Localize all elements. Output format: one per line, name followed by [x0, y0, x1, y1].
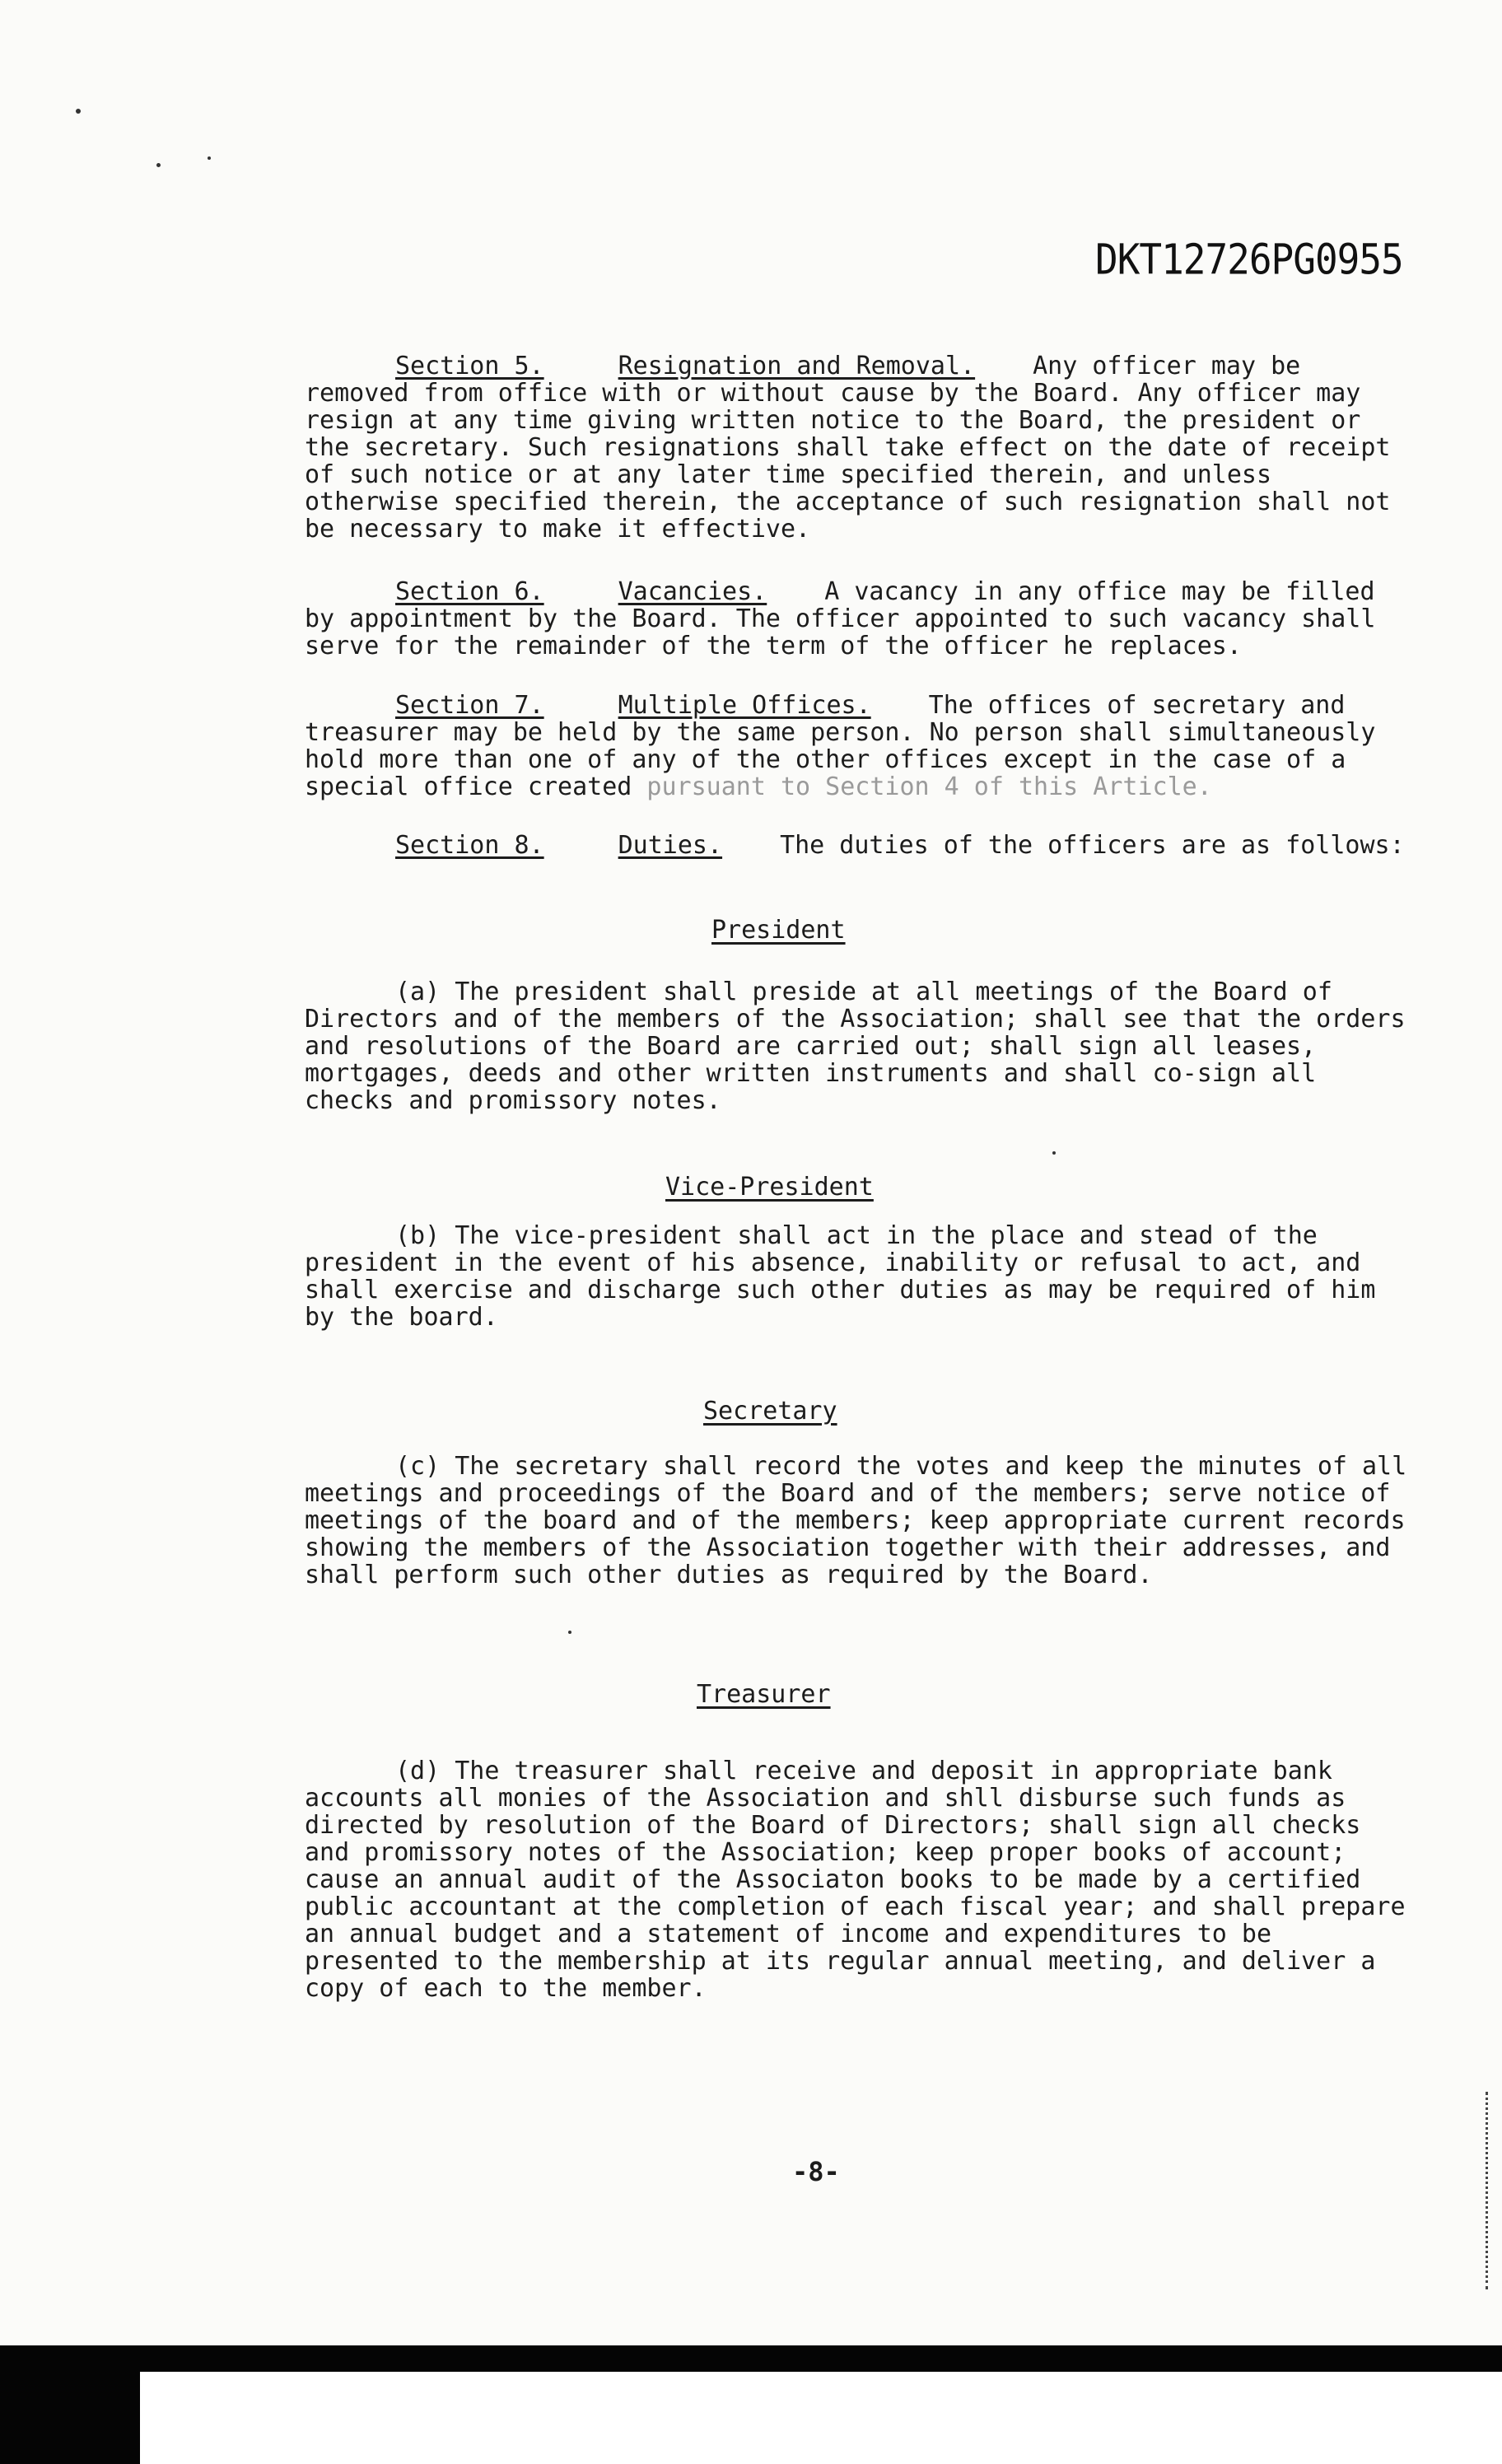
secretary-text: (c) The secretary shall record the votes and keep the minutes of all meetings and proceedings of the Board and of the members; serve notice of meetings of the board and of the members; keep appropriate current records showing the members of the Association together with their addresses, and shall perform such other duties as required by the Board.: [305, 1452, 1407, 1589]
vice-president-paragraph: [305, 1222, 1408, 1331]
scan-speck: [156, 163, 161, 167]
section-6-label: Section 6.: [395, 577, 544, 606]
scan-footer-strip: [140, 2372, 1502, 2464]
section-7-label: Section 7.: [395, 691, 544, 720]
section-6-text: A vacancy in any office may be filled by appointment by the Board. The officer appointed to such vacancy shall serve for the remainder of the term of the officer he replaces.: [305, 577, 1376, 660]
president-text: (a) The president shall preside at all meetings of the Board of Directors and of the members of the Association; shall see that the orders and resolutions of the Board are carried out; shall sign all leases, mortgages, deeds and other written instruments and shall co-sign all checks and promissory notes.: [305, 978, 1406, 1115]
secretary-heading: Secretary: [703, 1397, 837, 1426]
section-5-paragraph: [305, 352, 1408, 543]
vice-president-heading: Vice-President: [665, 1173, 874, 1202]
section-6-paragraph: [305, 578, 1408, 660]
treasurer-text: (d) The treasurer shall receive and deposit in appropriate bank accounts all monies of the Association and shll disburse such funds as directed by resolution of the Board of Directors; shall sign all checks and promissory notes of the Association; keep proper books of account; cause an annual audit of the Associaton books to be made by a certified public accountant at the completion of each fiscal year; and shall prepare an annual budget and a statement of income and expenditures to be presented to the membership at its regular annual meeting, and deliver a copy of each to the member.: [305, 1757, 1406, 2003]
section-5-title: Resignation and Removal.: [618, 352, 976, 380]
section-7-title: Multiple Offices.: [618, 691, 871, 720]
scan-speck: [568, 1631, 571, 1634]
section-8-label: Section 8.: [395, 831, 544, 860]
secretary-paragraph: [305, 1453, 1408, 1589]
section-5-label: Section 5.: [395, 352, 544, 380]
section-6-title: Vacancies.: [618, 577, 767, 606]
document-number: DKT12726PG0955: [1095, 235, 1403, 284]
president-paragraph: [305, 978, 1408, 1114]
president-heading: President: [711, 916, 846, 945]
treasurer-heading: Treasurer: [697, 1680, 831, 1709]
treasurer-paragraph: [305, 1757, 1408, 2002]
scan-edge-marks: [1486, 2092, 1496, 2289]
section-5-text: Any officer may be removed from office with or without cause by the Board. Any officer may resign at any time giving written notice to the Board, the president or the secretary. Such resignations shall take effect on the date of receipt of such notice or at any later time specified therein, and unless otherwise specified therein, the acceptance of such resignation shall not be necessary to make it effective.: [305, 352, 1391, 544]
section-8-text: The duties of the officers are as follows:: [780, 831, 1405, 860]
page-number: -8-: [792, 2156, 840, 2187]
scan-speck: [1052, 1151, 1056, 1155]
section-7-faded-text: pursuant to Section 4 of this Article.: [646, 772, 1212, 801]
section-8-paragraph: [305, 832, 1408, 859]
section-8-title: Duties.: [618, 831, 723, 860]
scan-speck: [208, 156, 211, 160]
section-7-paragraph: [305, 692, 1408, 800]
scan-speck: [76, 109, 81, 114]
vice-president-text: (b) The vice-president shall act in the place and stead of the president in the event of his absence, inability or refusal to act, and shall exercise and discharge such other duties as may be required of him by the board.: [305, 1221, 1376, 1332]
section-7-text: The offices of secretary and treasurer may be held by the same person. No person shall simultaneously hold more than one of any of the other offices except in the case of a special office created: [305, 691, 1376, 801]
